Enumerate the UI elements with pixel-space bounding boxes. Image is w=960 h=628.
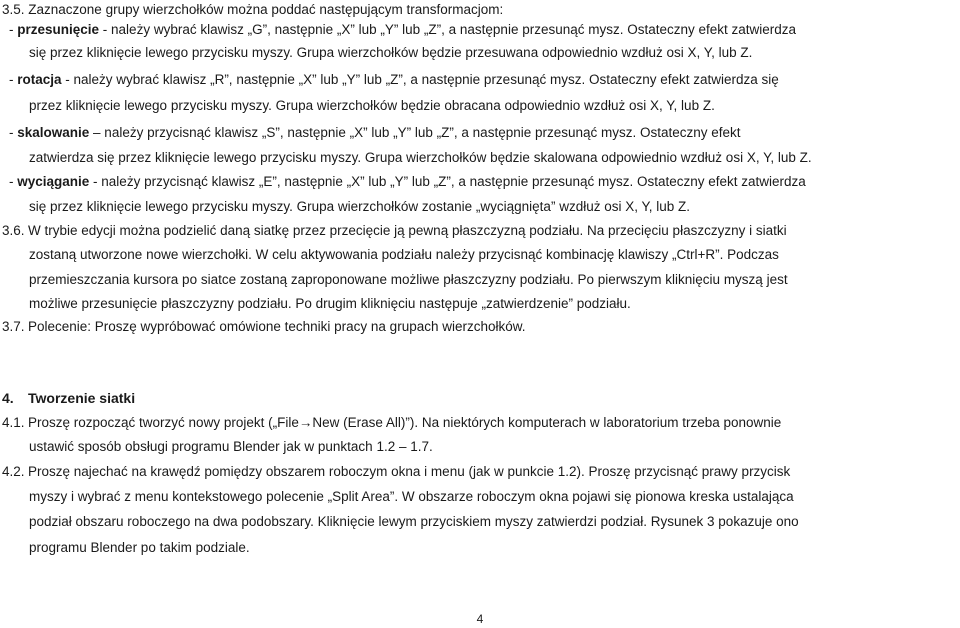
- move-line-1: - przesunięcie - należy wybrać klawisz „G”, następnie „X” lub „Y” lub „Z”, a następnie przesunąć mysz. Ostateczny efekt zatwierdza: [9, 22, 797, 37]
- scale-line-2: zatwierdza się przez kliknięcie lewego przycisku myszy. Grupa wierzchołków będzie skalowana odpowiednio wzdłuż osi X, Y, lub Z.: [29, 150, 812, 165]
- section-3-6-line-3: przemieszczania kursora po siatce zostaną zaproponowane możliwe płaszczyzny podziału. Po pierwszym kliknięciu myszą jest: [29, 272, 788, 287]
- extrude-line-1: - wyciąganie - należy przycisnąć klawisz „E”, następnie „X” lub „Y” lub „Z”, a następnie przesunąć mysz. Ostateczny efekt zatwierdza: [9, 174, 806, 189]
- section-4-2-line-1: 4.2. Proszę najechać na krawędź pomiędzy obszarem roboczym okna i menu (jak w punkcie 1.2). Proszę przycisnąć prawy przycisk: [2, 464, 791, 479]
- section-4-2-line-3: podział obszaru roboczego na dwa podobszary. Kliknięcie lewym przyciskiem myszy zatwierdzi podział. Rysunek 3 pokazuje ono: [29, 514, 799, 529]
- section-4-1-line-2: ustawić sposób obsługi programu Blender jak w punktach 1.2 – 1.7.: [29, 439, 433, 454]
- extrude-term: wyciąganie: [17, 174, 90, 189]
- rotate-term: rotacja: [17, 72, 62, 87]
- section-4-heading: 4. Tworzenie siatki: [2, 390, 136, 406]
- move-term: przesunięcie: [17, 22, 100, 37]
- section-3-7: 3.7. Polecenie: Proszę wypróbować omówione techniki pracy na grupach wierzchołków.: [2, 319, 526, 334]
- rotate-line-2: przez kliknięcie lewego przycisku myszy. Grupa wierzchołków będzie obracana odpowiednio wzdłuż osi X, Y, lub Z.: [29, 98, 715, 113]
- section-3-6-line-2: zostaną utworzone nowe wierzchołki. W celu aktywowania podziału należy przycisnąć kombinację klawiszy „Ctrl+R”. Podczas: [29, 247, 779, 262]
- section-4-2-line-2: myszy i wybrać z menu kontekstowego polecenie „Split Area”. W obszarze roboczym okna pojawi się pionowa kreska ustalająca: [29, 489, 794, 504]
- scale-term: skalowanie: [17, 125, 90, 140]
- section-3-6-line-1: 3.6. W trybie edycji można podzielić daną siatkę przez przecięcie ją pewną płaszczyzną podziału. Na przecięciu płaszczyzny i siatki: [2, 223, 787, 238]
- section-3-5-intro: 3.5. Zaznaczone grupy wierzchołków można poddać następującym transformacjom:: [2, 2, 504, 17]
- page-number: 4: [476, 612, 484, 626]
- section-4-2-line-4: programu Blender po takim podziale.: [29, 540, 250, 555]
- extrude-line-2: się przez kliknięcie lewego przycisku myszy. Grupa wierzchołków zostanie „wyciągnięta” wzdłuż osi X, Y, lub Z.: [29, 199, 691, 214]
- move-line-2: się przez kliknięcie lewego przycisku myszy. Grupa wierzchołków będzie przesuwana odpowiednio wzdłuż osi X, Y, lub Z.: [29, 45, 753, 60]
- rotate-line-1: - rotacja - należy wybrać klawisz „R”, następnie „X” lub „Y” lub „Z”, a następnie przesunąć mysz. Ostateczny efekt zatwierdza się: [9, 72, 779, 87]
- section-4-1-line-1: 4.1. Proszę rozpocząć tworzyć nowy projekt („File→New (Erase All)”). Na niektórych komputerach w laboratorium trzeba ponownie: [2, 415, 782, 430]
- scale-line-1: - skalowanie – należy przycisnąć klawisz „S”, następnie „X” lub „Y” lub „Z”, a następnie przesunąć mysz. Ostateczny efekt: [9, 125, 741, 140]
- section-3-6-line-4: możliwe przesunięcie płaszczyzny podziału. Po drugim kliknięciu następuje „zatwierdzenie” podziału.: [29, 296, 631, 311]
